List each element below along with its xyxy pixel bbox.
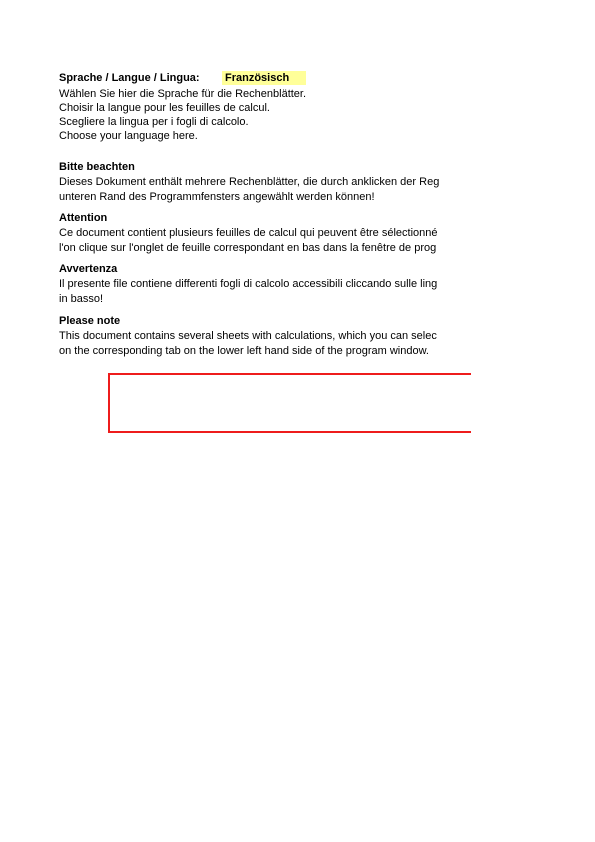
note-heading-de: Bitte beachten [59, 161, 135, 173]
note-text-de: unteren Rand des Programmfensters angewählt werden können! [59, 191, 375, 203]
note-heading-en: Please note [59, 315, 121, 327]
language-select-cell[interactable]: Französisch [222, 71, 306, 85]
note-text-it: in basso! [59, 293, 104, 305]
instruction-fr: Choisir la langue pour les feuilles de calcul. [59, 102, 270, 114]
instruction-en: Choose your language here. [59, 130, 198, 142]
note-heading-fr: Attention [59, 212, 108, 224]
language-label: Sprache / Langue / Lingua: [59, 72, 200, 84]
note-text-fr: l'on clique sur l'onglet de feuille correspondant en bas dans la fenêtre de prog [59, 242, 437, 254]
instruction-de: Wählen Sie hier die Sprache für die Rechenblätter. [59, 88, 307, 100]
note-text-en: on the corresponding tab on the lower left hand side of the program window. [59, 345, 429, 357]
note-text-de: Dieses Dokument enthält mehrere Rechenblätter, die durch anklicken der Reg [59, 176, 440, 188]
note-text-en: This document contains several sheets with calculations, which you can selec [59, 330, 437, 342]
sheet-content [59, 70, 471, 440]
note-text-it: Il presente file contiene differenti fogli di calcolo accessibili cliccando sulle ling [59, 278, 438, 290]
instruction-it: Scegliere la lingua per i fogli di calcolo. [59, 116, 249, 128]
note-text-fr: Ce document contient plusieurs feuilles de calcul qui peuvent être sélectionné [59, 227, 438, 239]
empty-red-frame [108, 373, 471, 433]
note-heading-it: Avvertenza [59, 263, 118, 275]
